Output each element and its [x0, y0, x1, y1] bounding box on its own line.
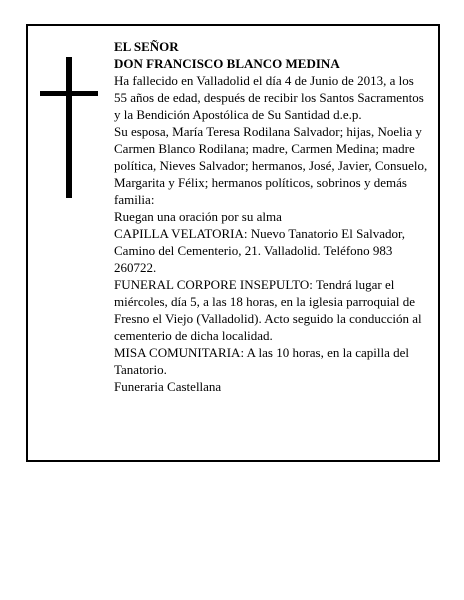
cross-vertical-bar [66, 57, 72, 198]
funeral-chapel-info: CAPILLA VELATORIA: Nuevo Tanatorio El Salvador, Camino del Cementerio, 21. Valladolid. Teléfono 983 260722. [114, 226, 406, 275]
funeral-service-info: FUNERAL CORPORE INSEPULTO: Tendrá lugar el miércoles, día 5, a las 18 horas, en la iglesia parroquial de Fresno el Viejo (Valladolid). Acto seguido la conducción al cementerio de dicha localidad. [114, 277, 422, 343]
funeral-home: Funeraria Castellana [114, 379, 222, 394]
honorific: EL SEÑOR [114, 39, 179, 54]
community-mass-info: MISA COMUNITARIA: A las 10 horas, en la capilla del Tanatorio. [114, 345, 410, 377]
death-announcement: Ha fallecido en Valladolid el día 4 de Junio de 2013, a los 55 años de edad, después de recibir los Santos Sacramentos y la Bendición Apostólica de Su Santidad d.e.p. [114, 73, 424, 122]
family-list: Su esposa, María Teresa Rodilana Salvador; hijas, Noelia y Carmen Blanco Rodilana; madre, Carmen Medina; madre política, Nieves Salvador; hermanos, José, Javier, Consuelo, Margarita y Félix; hermanos políticos, sobrinos y demás familia: [114, 124, 428, 207]
deceased-name: DON FRANCISCO BLANCO MEDINA [114, 56, 340, 71]
prayer-request: Ruegan una oración por su alma [114, 209, 282, 224]
obituary-notice [26, 24, 440, 462]
cross-horizontal-bar [40, 91, 98, 96]
notice-text [114, 38, 430, 395]
cross-icon [40, 57, 98, 198]
